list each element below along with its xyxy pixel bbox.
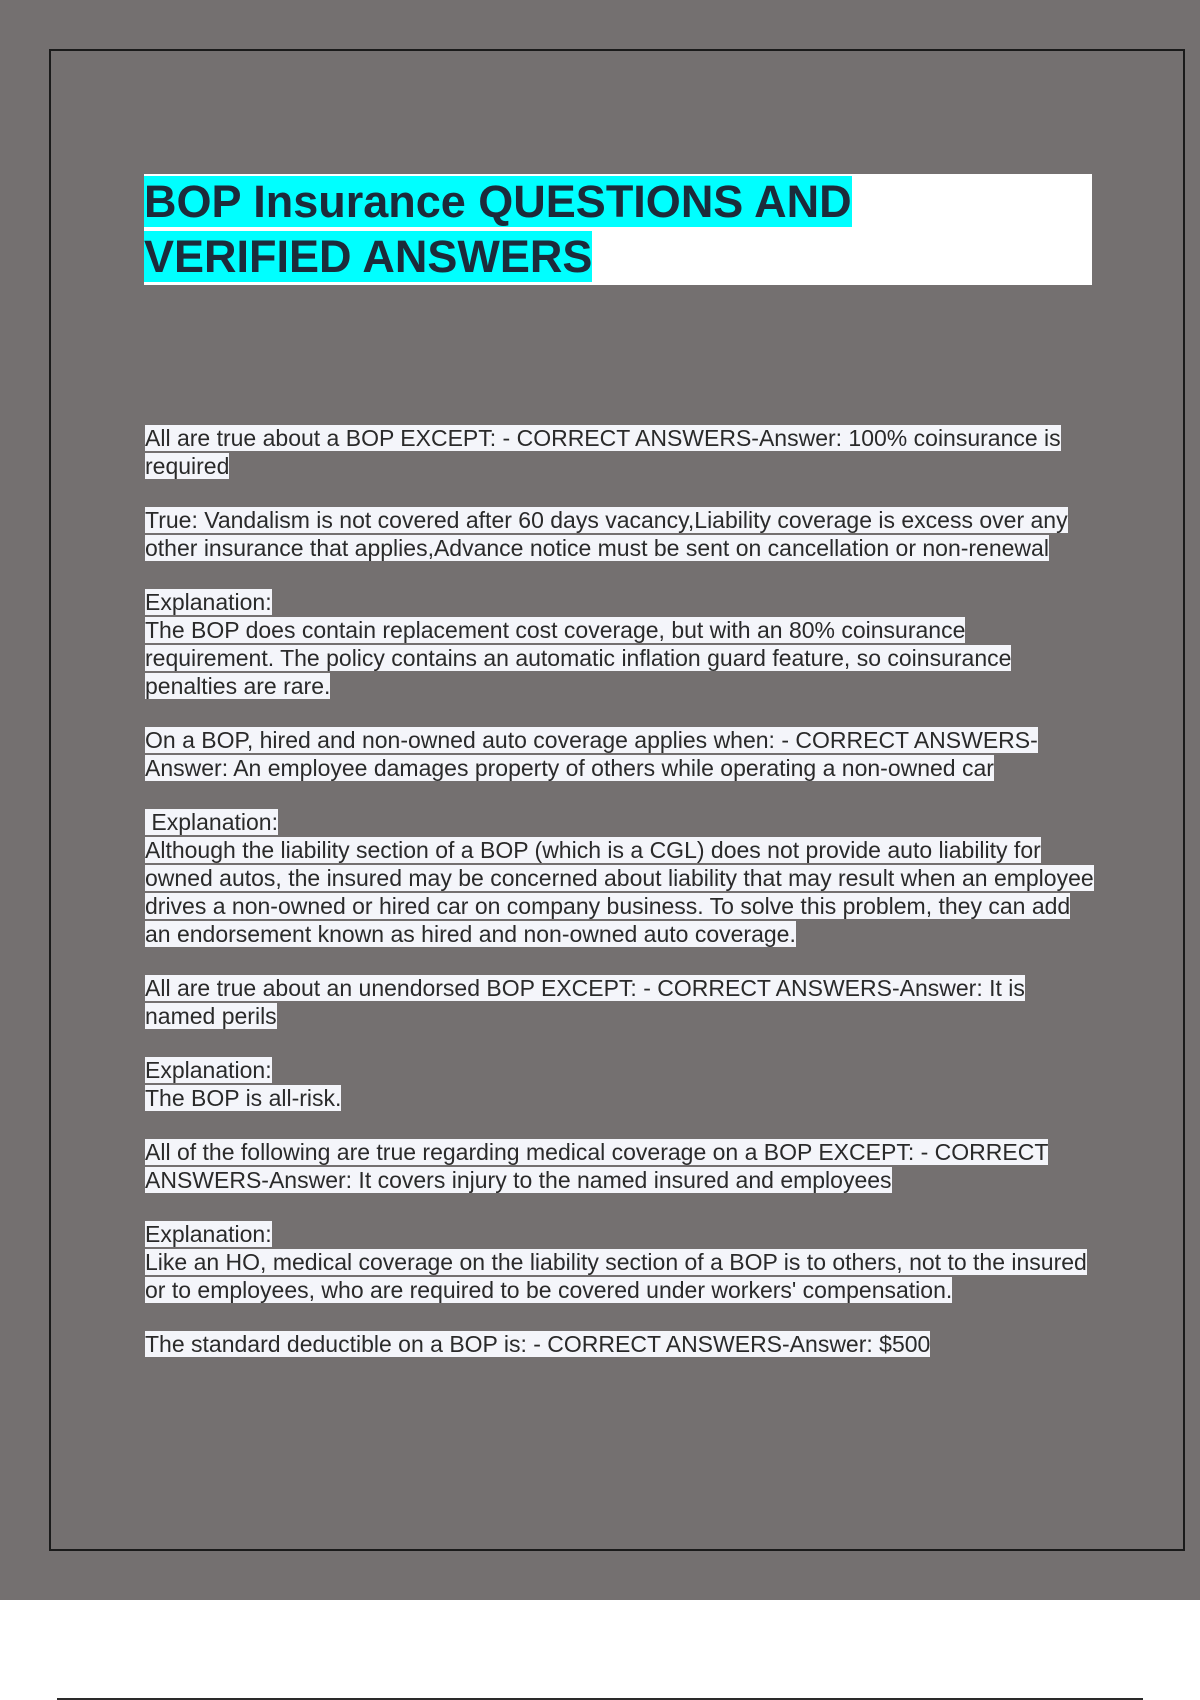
title-line-2: VERIFIED ANSWERS bbox=[144, 231, 593, 282]
question-1: All are true about a BOP EXCEPT: - CORRECT ANSWERS-Answer: 100% coinsurance is required bbox=[145, 425, 1061, 479]
question-2: On a BOP, hired and non-owned auto coverage applies when: - CORRECT ANSWERS-Answer: An employee damages property of others while operating a non-owned car bbox=[145, 727, 1038, 781]
explanation-label: Explanation: bbox=[145, 589, 272, 615]
explanation-text: The BOP does contain replacement cost coverage, but with an 80% coinsurance requirement. The policy contains an automatic inflation guard feature, so coinsurance penalties are rare. bbox=[145, 617, 1012, 699]
title-line-1: BOP Insurance QUESTIONS AND bbox=[144, 176, 852, 227]
explanation-label: Explanation: bbox=[145, 1221, 272, 1247]
question-4: All of the following are true regarding medical coverage on a BOP EXCEPT: - CORRECT ANSWERS-Answer: It covers injury to the named insured and employees bbox=[145, 1139, 1049, 1193]
explanation-label: Explanation: bbox=[145, 1057, 272, 1083]
question-1-true-statements: True: Vandalism is not covered after 60 days vacancy,Liability coverage is excess over any other insurance that applies,Advance notice must be sent on cancellation or non-renewal bbox=[145, 507, 1068, 561]
document-title bbox=[144, 174, 1092, 284]
explanation-text: The BOP is all-risk. bbox=[145, 1085, 342, 1111]
question-3: All are true about an unendorsed BOP EXCEPT: - CORRECT ANSWERS-Answer: It is named perils bbox=[145, 975, 1025, 1029]
explanation-text: Like an HO, medical coverage on the liability section of a BOP is to others, not to the insured or to employees, who are required to be covered under workers' compensation. bbox=[145, 1249, 1087, 1303]
explanation-label: Explanation: bbox=[145, 809, 278, 835]
explanation-text: Although the liability section of a BOP (which is a CGL) does not provide auto liability for owned autos, the insured may be concerned about liability that may result when an employee drives a non-owned or hired car on company business. To solve this problem, they can add an endorsement known as hired and non-owned auto coverage. bbox=[145, 837, 1094, 947]
document-body bbox=[145, 424, 1100, 1384]
title-block bbox=[144, 174, 1092, 285]
question-5: The standard deductible on a BOP is: - CORRECT ANSWERS-Answer: $500 bbox=[145, 1331, 931, 1357]
